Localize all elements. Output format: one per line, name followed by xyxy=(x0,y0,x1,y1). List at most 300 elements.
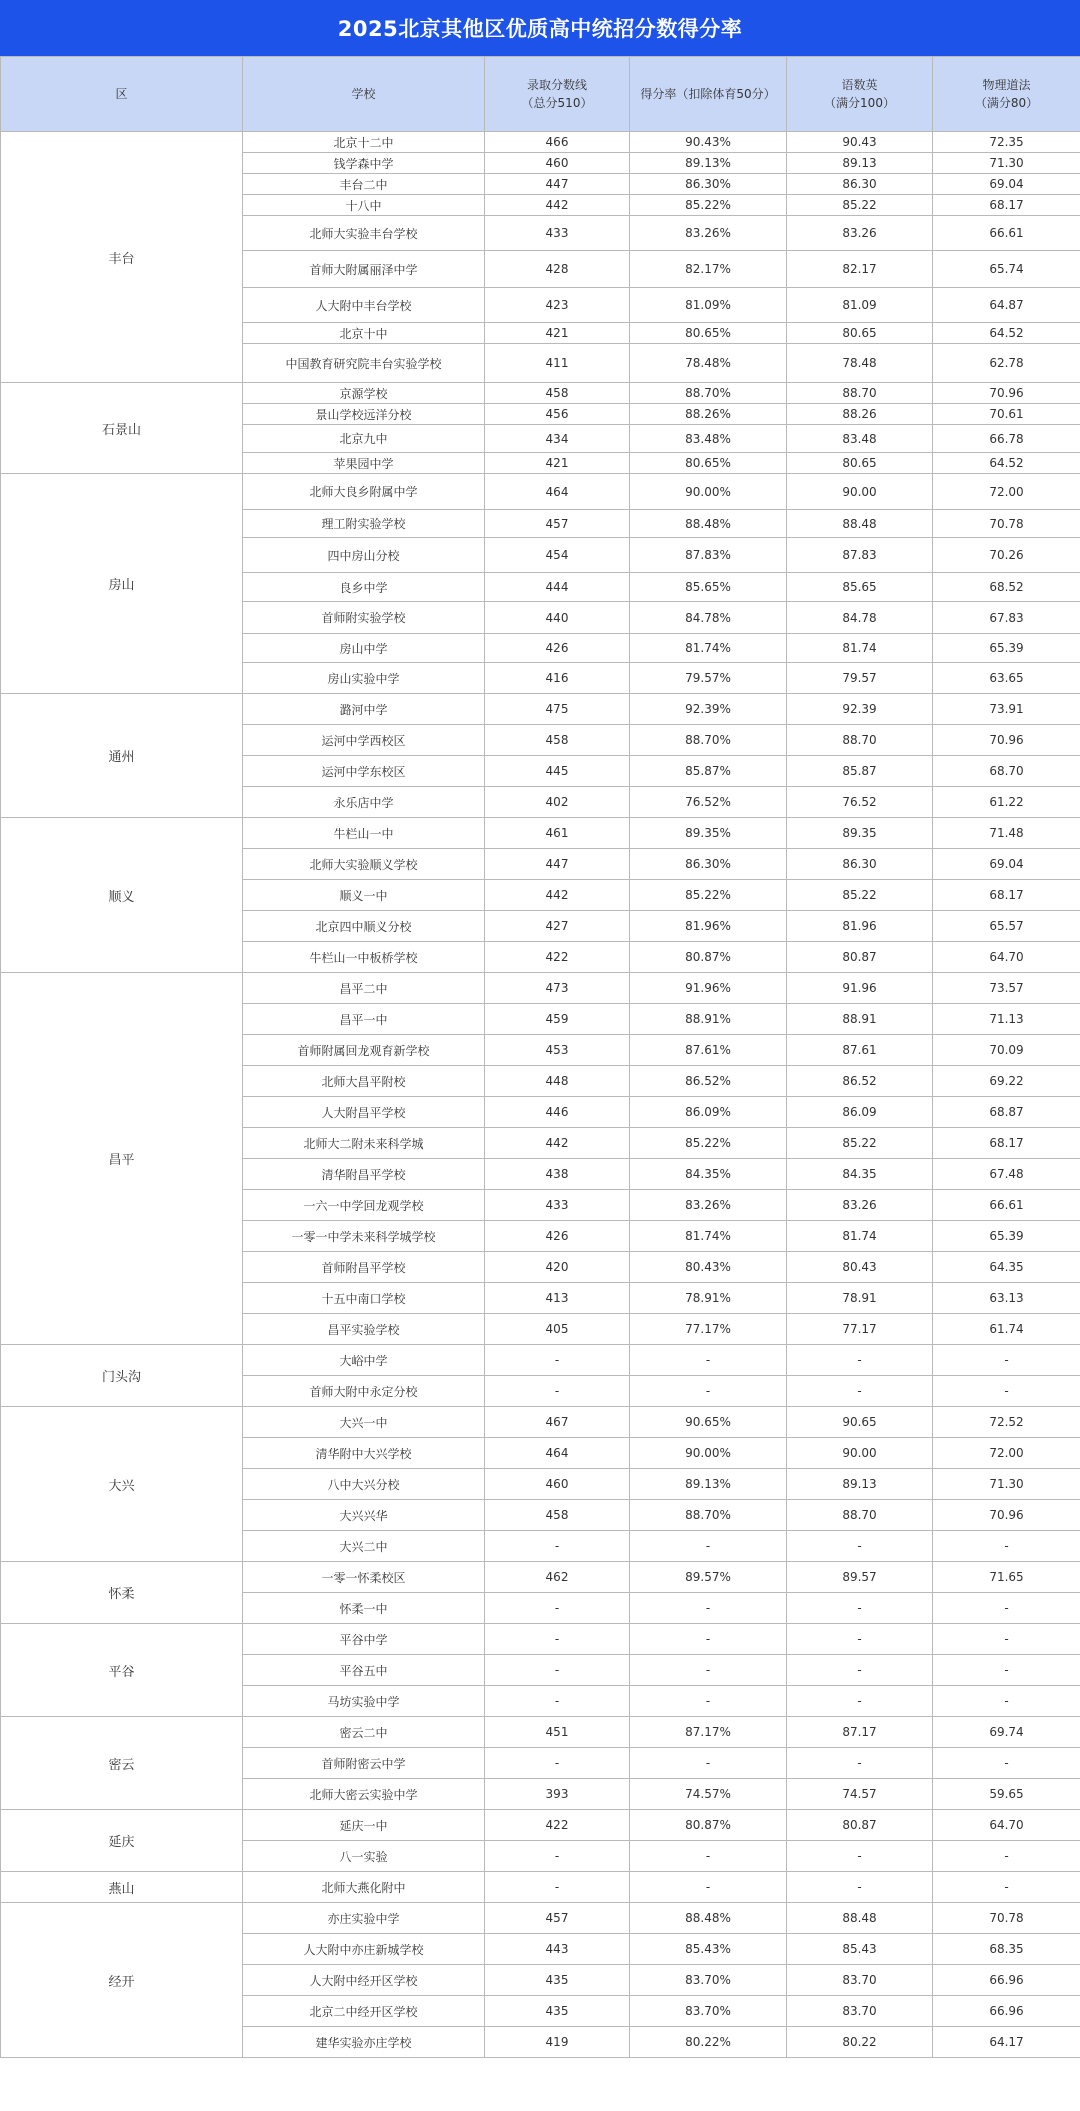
chn-math-eng-score: - xyxy=(787,1655,933,1686)
cutoff-score: 475 xyxy=(485,694,630,725)
school-name: 昌平一中 xyxy=(243,1004,485,1035)
physics-civics-score: - xyxy=(933,1593,1080,1624)
physics-civics-score: 71.30 xyxy=(933,1469,1080,1500)
cutoff-score: 419 xyxy=(485,2027,630,2058)
physics-civics-score: 70.61 xyxy=(933,404,1080,425)
chn-math-eng-score: 87.17 xyxy=(787,1717,933,1748)
cutoff-score: 393 xyxy=(485,1779,630,1810)
school-name: 人大附昌平学校 xyxy=(243,1097,485,1128)
school-name: 大峪中学 xyxy=(243,1345,485,1376)
score-rate: 80.87% xyxy=(630,1810,787,1841)
physics-civics-score: 65.39 xyxy=(933,634,1080,663)
cutoff-score: 426 xyxy=(485,1221,630,1252)
header-sublabel: （满分80） xyxy=(974,96,1039,110)
cutoff-score: 433 xyxy=(485,216,630,251)
score-rate: 88.70% xyxy=(630,383,787,404)
physics-civics-score: 64.70 xyxy=(933,942,1080,973)
cutoff-score: 451 xyxy=(485,1717,630,1748)
cutoff-score: - xyxy=(485,1872,630,1903)
school-name: 一零一中学未来科学城学校 xyxy=(243,1221,485,1252)
physics-civics-score: 66.61 xyxy=(933,1190,1080,1221)
school-name: 平谷五中 xyxy=(243,1655,485,1686)
cutoff-score: 421 xyxy=(485,453,630,474)
cutoff-score: 445 xyxy=(485,756,630,787)
score-rate: 85.65% xyxy=(630,573,787,602)
school-name: 北京十二中 xyxy=(243,132,485,153)
physics-civics-score: 73.91 xyxy=(933,694,1080,725)
school-name: 北师大昌平附校 xyxy=(243,1066,485,1097)
cutoff-score: 447 xyxy=(485,174,630,195)
physics-civics-score: 72.00 xyxy=(933,1438,1080,1469)
chn-math-eng-score: 86.09 xyxy=(787,1097,933,1128)
school-name: 北师大良乡附属中学 xyxy=(243,474,485,510)
physics-civics-score: 70.09 xyxy=(933,1035,1080,1066)
table-row xyxy=(1,694,1080,725)
school-name: 景山学校远洋分校 xyxy=(243,404,485,425)
physics-civics-score: 63.13 xyxy=(933,1283,1080,1314)
header-row xyxy=(1,57,1080,132)
table-row xyxy=(1,1407,1080,1438)
cutoff-score: - xyxy=(485,1841,630,1872)
chn-math-eng-score: 78.91 xyxy=(787,1283,933,1314)
cutoff-score: 413 xyxy=(485,1283,630,1314)
physics-civics-score: 59.65 xyxy=(933,1779,1080,1810)
school-name: 人大附中丰台学校 xyxy=(243,288,485,323)
physics-civics-score: 69.04 xyxy=(933,174,1080,195)
score-rate: - xyxy=(630,1872,787,1903)
score-rate: 86.52% xyxy=(630,1066,787,1097)
cutoff-score: 458 xyxy=(485,725,630,756)
cutoff-score: 447 xyxy=(485,849,630,880)
score-rate: 83.26% xyxy=(630,216,787,251)
cutoff-score: - xyxy=(485,1686,630,1717)
cutoff-score: 462 xyxy=(485,1562,630,1593)
cutoff-score: 434 xyxy=(485,425,630,453)
school-name: 人大附中经开区学校 xyxy=(243,1965,485,1996)
chn-math-eng-score: 83.70 xyxy=(787,1996,933,2027)
score-rate: 83.70% xyxy=(630,1965,787,1996)
school-name: 密云二中 xyxy=(243,1717,485,1748)
school-name: 牛栏山一中板桥学校 xyxy=(243,942,485,973)
score-rate: 80.43% xyxy=(630,1252,787,1283)
header-sublabel: （总分510） xyxy=(521,96,593,110)
physics-civics-score: 68.87 xyxy=(933,1097,1080,1128)
school-name: 八一实验 xyxy=(243,1841,485,1872)
district-cell: 门头沟 xyxy=(1,1345,243,1407)
table-row xyxy=(1,1872,1080,1903)
chn-math-eng-score: 90.65 xyxy=(787,1407,933,1438)
school-name: 房山中学 xyxy=(243,634,485,663)
chn-math-eng-score: 82.17 xyxy=(787,251,933,288)
school-name: 中国教育研究院丰台实验学校 xyxy=(243,344,485,383)
school-name: 大兴兴华 xyxy=(243,1500,485,1531)
physics-civics-score: 71.30 xyxy=(933,153,1080,174)
school-name: 首师大附中永定分校 xyxy=(243,1376,485,1407)
physics-civics-score: 65.39 xyxy=(933,1221,1080,1252)
cutoff-score: 457 xyxy=(485,510,630,538)
cutoff-score: 457 xyxy=(485,1903,630,1934)
cutoff-score: 435 xyxy=(485,1996,630,2027)
score-rate: 76.52% xyxy=(630,787,787,818)
score-rate: 88.26% xyxy=(630,404,787,425)
header-label: 得分率（扣除体育50分） xyxy=(640,87,776,101)
chn-math-eng-score: - xyxy=(787,1376,933,1407)
district-cell: 燕山 xyxy=(1,1872,243,1903)
chn-math-eng-score: 84.35 xyxy=(787,1159,933,1190)
score-rate: - xyxy=(630,1624,787,1655)
chn-math-eng-score: 90.00 xyxy=(787,474,933,510)
chn-math-eng-score: 80.65 xyxy=(787,323,933,344)
physics-civics-score: 64.52 xyxy=(933,453,1080,474)
school-name: 北京二中经开区学校 xyxy=(243,1996,485,2027)
score-rate: 86.30% xyxy=(630,174,787,195)
physics-civics-score: 72.00 xyxy=(933,474,1080,510)
score-rate: 88.48% xyxy=(630,1903,787,1934)
score-rate: 85.22% xyxy=(630,195,787,216)
chn-math-eng-score: 81.74 xyxy=(787,634,933,663)
physics-civics-score: 69.74 xyxy=(933,1717,1080,1748)
physics-civics-score: 61.22 xyxy=(933,787,1080,818)
school-name: 良乡中学 xyxy=(243,573,485,602)
cutoff-score: 473 xyxy=(485,973,630,1004)
cutoff-score: - xyxy=(485,1376,630,1407)
school-name: 昌平二中 xyxy=(243,973,485,1004)
chn-math-eng-score: 83.70 xyxy=(787,1965,933,1996)
score-rate: 83.26% xyxy=(630,1190,787,1221)
cutoff-score: 420 xyxy=(485,1252,630,1283)
physics-civics-score: 65.57 xyxy=(933,911,1080,942)
school-name: 亦庄实验中学 xyxy=(243,1903,485,1934)
score-rate: 78.91% xyxy=(630,1283,787,1314)
cutoff-score: 411 xyxy=(485,344,630,383)
physics-civics-score: - xyxy=(933,1748,1080,1779)
chn-math-eng-score: 85.22 xyxy=(787,195,933,216)
school-name: 首师附密云中学 xyxy=(243,1748,485,1779)
district-cell: 房山 xyxy=(1,474,243,694)
school-name: 延庆一中 xyxy=(243,1810,485,1841)
header-district xyxy=(1,57,243,132)
school-name: 运河中学东校区 xyxy=(243,756,485,787)
physics-civics-score: 70.78 xyxy=(933,1903,1080,1934)
cutoff-score: 453 xyxy=(485,1035,630,1066)
chn-math-eng-score: 83.26 xyxy=(787,1190,933,1221)
physics-civics-score: 68.52 xyxy=(933,573,1080,602)
header-label: 学校 xyxy=(351,87,376,101)
physics-civics-score: - xyxy=(933,1376,1080,1407)
physics-civics-score: 69.22 xyxy=(933,1066,1080,1097)
chn-math-eng-score: 90.00 xyxy=(787,1438,933,1469)
school-name: 十八中 xyxy=(243,195,485,216)
chn-math-eng-score: 88.70 xyxy=(787,1500,933,1531)
cutoff-score: 464 xyxy=(485,474,630,510)
score-rate: 74.57% xyxy=(630,1779,787,1810)
table-row xyxy=(1,383,1080,404)
cutoff-score: 459 xyxy=(485,1004,630,1035)
cutoff-score: 458 xyxy=(485,1500,630,1531)
chn-math-eng-score: 89.13 xyxy=(787,1469,933,1500)
score-rate: 90.00% xyxy=(630,474,787,510)
physics-civics-score: 70.78 xyxy=(933,510,1080,538)
chn-math-eng-score: 92.39 xyxy=(787,694,933,725)
chn-math-eng-score: 80.22 xyxy=(787,2027,933,2058)
physics-civics-score: - xyxy=(933,1655,1080,1686)
school-name: 一零一怀柔校区 xyxy=(243,1562,485,1593)
chn-math-eng-score: 83.26 xyxy=(787,216,933,251)
school-name: 清华附中大兴学校 xyxy=(243,1438,485,1469)
physics-civics-score: - xyxy=(933,1872,1080,1903)
cutoff-score: 433 xyxy=(485,1190,630,1221)
district-cell: 密云 xyxy=(1,1717,243,1810)
physics-civics-score: 64.70 xyxy=(933,1810,1080,1841)
header-school xyxy=(243,57,485,132)
cutoff-score: - xyxy=(485,1624,630,1655)
score-rate: 90.65% xyxy=(630,1407,787,1438)
school-name: 北师大二附未来科学城 xyxy=(243,1128,485,1159)
cutoff-score: 427 xyxy=(485,911,630,942)
physics-civics-score: 70.96 xyxy=(933,725,1080,756)
score-rate: 86.09% xyxy=(630,1097,787,1128)
chn-math-eng-score: - xyxy=(787,1531,933,1562)
school-name: 怀柔一中 xyxy=(243,1593,485,1624)
physics-civics-score: - xyxy=(933,1841,1080,1872)
chn-math-eng-score: - xyxy=(787,1748,933,1779)
school-name: 北京十中 xyxy=(243,323,485,344)
cutoff-score: 422 xyxy=(485,942,630,973)
cutoff-score: 421 xyxy=(485,323,630,344)
school-name: 八中大兴分校 xyxy=(243,1469,485,1500)
chn-math-eng-score: 76.52 xyxy=(787,787,933,818)
score-rate: 84.35% xyxy=(630,1159,787,1190)
score-rate: 78.48% xyxy=(630,344,787,383)
chn-math-eng-score: 85.87 xyxy=(787,756,933,787)
school-name: 人大附中亦庄新城学校 xyxy=(243,1934,485,1965)
score-rate: 77.17% xyxy=(630,1314,787,1345)
score-rate: 89.13% xyxy=(630,1469,787,1500)
cutoff-score: 460 xyxy=(485,1469,630,1500)
cutoff-score: 461 xyxy=(485,818,630,849)
score-rate: 90.43% xyxy=(630,132,787,153)
header-cutoff xyxy=(485,57,630,132)
score-rate: 83.70% xyxy=(630,1996,787,2027)
score-rate: 80.65% xyxy=(630,453,787,474)
physics-civics-score: 69.04 xyxy=(933,849,1080,880)
page-title: 2025北京其他区优质高中统招分数得分率 xyxy=(0,0,1080,56)
school-name: 马坊实验中学 xyxy=(243,1686,485,1717)
cutoff-score: 438 xyxy=(485,1159,630,1190)
chn-math-eng-score: 88.70 xyxy=(787,725,933,756)
physics-civics-score: 61.74 xyxy=(933,1314,1080,1345)
chn-math-eng-score: 86.52 xyxy=(787,1066,933,1097)
chn-math-eng-score: 91.96 xyxy=(787,973,933,1004)
score-rate: 81.74% xyxy=(630,1221,787,1252)
school-name: 十五中南口学校 xyxy=(243,1283,485,1314)
header-label: 录取分数线 xyxy=(526,78,587,92)
physics-civics-score: 72.35 xyxy=(933,132,1080,153)
table-row xyxy=(1,474,1080,510)
school-name: 房山实验中学 xyxy=(243,663,485,694)
physics-civics-score: 66.61 xyxy=(933,216,1080,251)
chn-math-eng-score: 85.43 xyxy=(787,1934,933,1965)
chn-math-eng-score: 83.48 xyxy=(787,425,933,453)
school-name: 苹果园中学 xyxy=(243,453,485,474)
chn-math-eng-score: 88.26 xyxy=(787,404,933,425)
score-rate: 87.83% xyxy=(630,538,787,573)
score-rate: 86.30% xyxy=(630,849,787,880)
score-rate: 88.70% xyxy=(630,1500,787,1531)
score-rate: 89.13% xyxy=(630,153,787,174)
physics-civics-score: 67.48 xyxy=(933,1159,1080,1190)
score-rate: 81.09% xyxy=(630,288,787,323)
chn-math-eng-score: 88.48 xyxy=(787,1903,933,1934)
physics-civics-score: 68.35 xyxy=(933,1934,1080,1965)
chn-math-eng-score: - xyxy=(787,1841,933,1872)
table-row xyxy=(1,818,1080,849)
school-name: 昌平实验学校 xyxy=(243,1314,485,1345)
cutoff-score: 435 xyxy=(485,1965,630,1996)
cutoff-score: 456 xyxy=(485,404,630,425)
physics-civics-score: 64.35 xyxy=(933,1252,1080,1283)
physics-civics-score: 64.17 xyxy=(933,2027,1080,2058)
header-sublabel: （满分100） xyxy=(824,96,895,110)
score-rate: - xyxy=(630,1345,787,1376)
district-cell: 丰台 xyxy=(1,132,243,383)
physics-civics-score: 68.70 xyxy=(933,756,1080,787)
score-rate: 80.22% xyxy=(630,2027,787,2058)
header-label: 物理道法 xyxy=(982,78,1031,92)
score-rate: 92.39% xyxy=(630,694,787,725)
cutoff-score: 402 xyxy=(485,787,630,818)
district-cell: 昌平 xyxy=(1,973,243,1345)
header-rate xyxy=(630,57,787,132)
school-name: 北京九中 xyxy=(243,425,485,453)
chn-math-eng-score: 81.09 xyxy=(787,288,933,323)
cutoff-score: - xyxy=(485,1748,630,1779)
physics-civics-score: 66.96 xyxy=(933,1965,1080,1996)
score-rate: 89.57% xyxy=(630,1562,787,1593)
school-name: 理工附实验学校 xyxy=(243,510,485,538)
score-rate: 88.70% xyxy=(630,725,787,756)
cutoff-score: 448 xyxy=(485,1066,630,1097)
table-row xyxy=(1,1562,1080,1593)
table-row xyxy=(1,973,1080,1004)
chn-math-eng-score: 86.30 xyxy=(787,849,933,880)
score-rate: 85.22% xyxy=(630,880,787,911)
physics-civics-score: 68.17 xyxy=(933,195,1080,216)
chn-math-eng-score: 80.87 xyxy=(787,1810,933,1841)
cutoff-score: 454 xyxy=(485,538,630,573)
physics-civics-score: 64.87 xyxy=(933,288,1080,323)
district-cell: 大兴 xyxy=(1,1407,243,1562)
cutoff-score: 466 xyxy=(485,132,630,153)
cutoff-score: - xyxy=(485,1655,630,1686)
cutoff-score: 442 xyxy=(485,195,630,216)
chn-math-eng-score: - xyxy=(787,1593,933,1624)
school-name: 首师大附属丽泽中学 xyxy=(243,251,485,288)
score-rate: - xyxy=(630,1748,787,1779)
score-table xyxy=(0,56,1080,2058)
school-name: 北师大实验顺义学校 xyxy=(243,849,485,880)
score-rate: - xyxy=(630,1593,787,1624)
cutoff-score: 464 xyxy=(485,1438,630,1469)
cutoff-score: 442 xyxy=(485,880,630,911)
table-body xyxy=(1,132,1080,2058)
school-name: 一六一中学回龙观学校 xyxy=(243,1190,485,1221)
chn-math-eng-score: 81.96 xyxy=(787,911,933,942)
physics-civics-score: 68.17 xyxy=(933,1128,1080,1159)
chn-math-eng-score: 85.22 xyxy=(787,880,933,911)
cutoff-score: - xyxy=(485,1531,630,1562)
chn-math-eng-score: 88.48 xyxy=(787,510,933,538)
chn-math-eng-score: 80.87 xyxy=(787,942,933,973)
school-name: 平谷中学 xyxy=(243,1624,485,1655)
physics-civics-score: 66.96 xyxy=(933,1996,1080,2027)
score-rate: 88.48% xyxy=(630,510,787,538)
table-row xyxy=(1,1624,1080,1655)
score-rate: 91.96% xyxy=(630,973,787,1004)
school-name: 永乐店中学 xyxy=(243,787,485,818)
cutoff-score: 442 xyxy=(485,1128,630,1159)
score-rate: - xyxy=(630,1841,787,1872)
chn-math-eng-score: 86.30 xyxy=(787,174,933,195)
cutoff-score: 443 xyxy=(485,1934,630,1965)
school-name: 钱学森中学 xyxy=(243,153,485,174)
district-cell: 平谷 xyxy=(1,1624,243,1717)
score-rate: - xyxy=(630,1376,787,1407)
physics-civics-score: - xyxy=(933,1624,1080,1655)
table-row xyxy=(1,1903,1080,1934)
chn-math-eng-score: - xyxy=(787,1686,933,1717)
district-cell: 顺义 xyxy=(1,818,243,973)
chn-math-eng-score: 88.70 xyxy=(787,383,933,404)
physics-civics-score: 66.78 xyxy=(933,425,1080,453)
chn-math-eng-score: 78.48 xyxy=(787,344,933,383)
chn-math-eng-score: 80.43 xyxy=(787,1252,933,1283)
header-label: 语数英 xyxy=(841,78,878,92)
physics-civics-score: 70.96 xyxy=(933,1500,1080,1531)
chn-math-eng-score: 89.13 xyxy=(787,153,933,174)
chn-math-eng-score: 85.65 xyxy=(787,573,933,602)
physics-civics-score: 65.74 xyxy=(933,251,1080,288)
school-name: 京源学校 xyxy=(243,383,485,404)
cutoff-score: - xyxy=(485,1345,630,1376)
chn-math-eng-score: 87.61 xyxy=(787,1035,933,1066)
physics-civics-score: 63.65 xyxy=(933,663,1080,694)
score-rate: 83.48% xyxy=(630,425,787,453)
school-name: 大兴二中 xyxy=(243,1531,485,1562)
school-name: 清华附昌平学校 xyxy=(243,1159,485,1190)
header-chn-math-eng xyxy=(787,57,933,132)
chn-math-eng-score: 88.91 xyxy=(787,1004,933,1035)
cutoff-score: 422 xyxy=(485,1810,630,1841)
score-rate: 82.17% xyxy=(630,251,787,288)
chn-math-eng-score: 90.43 xyxy=(787,132,933,153)
school-name: 北师大密云实验中学 xyxy=(243,1779,485,1810)
school-name: 建华实验亦庄学校 xyxy=(243,2027,485,2058)
physics-civics-score: 67.83 xyxy=(933,602,1080,634)
cutoff-score: 446 xyxy=(485,1097,630,1128)
score-rate: 85.43% xyxy=(630,1934,787,1965)
score-rate: - xyxy=(630,1531,787,1562)
score-rate: 85.87% xyxy=(630,756,787,787)
district-cell: 通州 xyxy=(1,694,243,818)
table-row xyxy=(1,1810,1080,1841)
score-rate: - xyxy=(630,1686,787,1717)
school-name: 牛栏山一中 xyxy=(243,818,485,849)
cutoff-score: 423 xyxy=(485,288,630,323)
school-name: 运河中学西校区 xyxy=(243,725,485,756)
score-rate: 88.91% xyxy=(630,1004,787,1035)
score-rate: 90.00% xyxy=(630,1438,787,1469)
